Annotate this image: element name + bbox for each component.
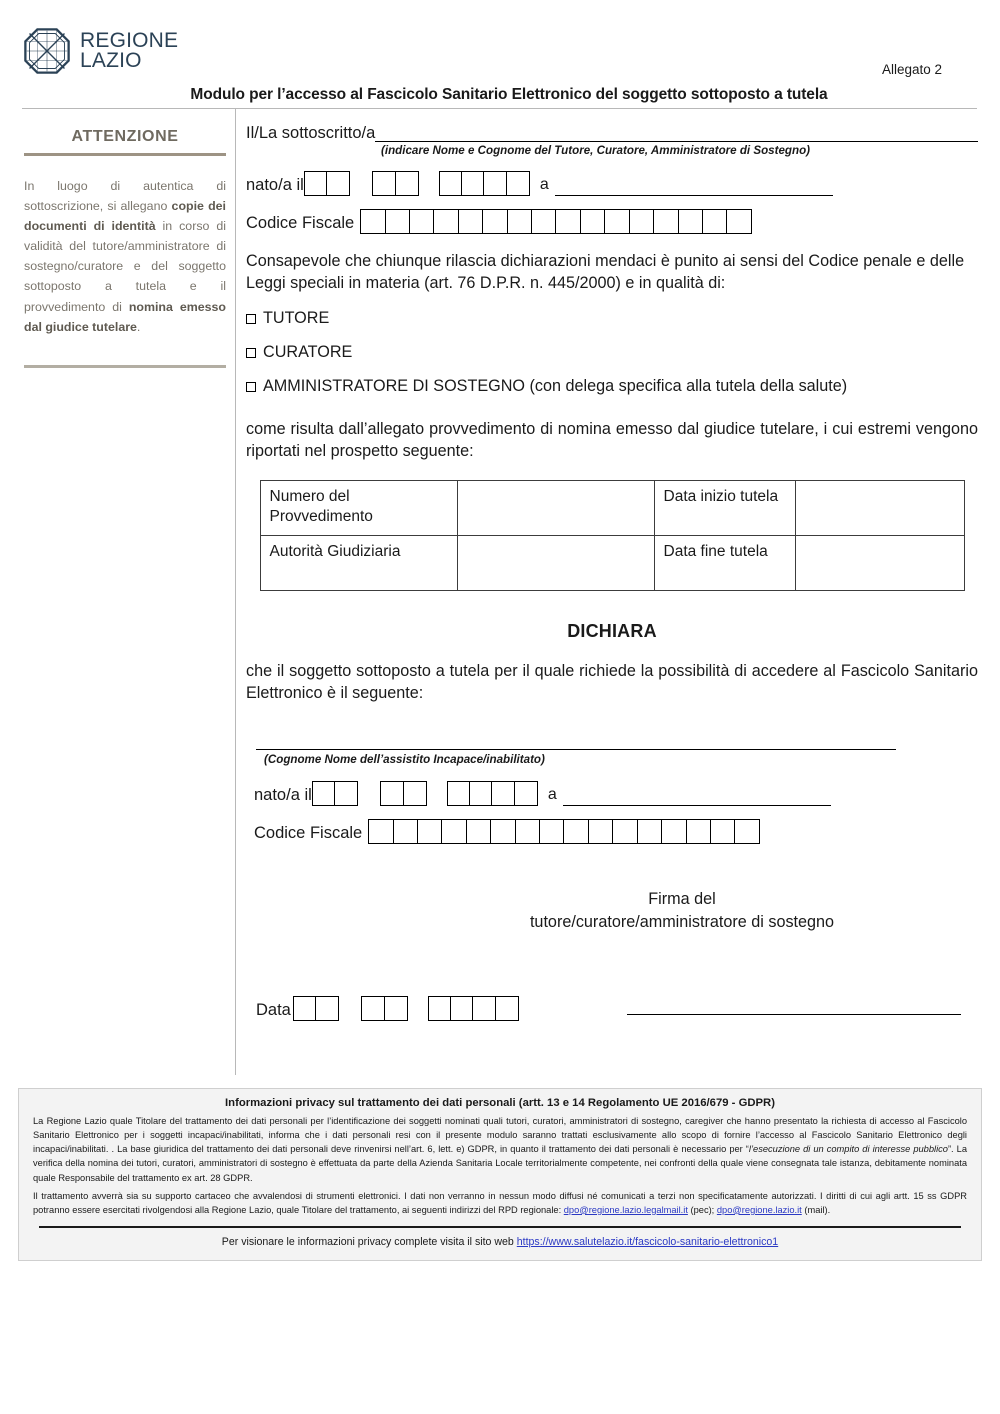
char-box[interactable] xyxy=(495,996,519,1021)
signature-caption xyxy=(246,888,978,933)
assisted-fiscalcode-label: Codice Fiscale xyxy=(254,824,363,843)
char-box[interactable] xyxy=(361,996,385,1021)
signature-date-day-boxes[interactable] xyxy=(293,996,339,1021)
char-box[interactable] xyxy=(461,171,485,196)
char-box[interactable] xyxy=(417,819,443,844)
declarant-fiscalcode-row xyxy=(246,209,978,234)
char-box[interactable] xyxy=(372,171,396,196)
char-box[interactable] xyxy=(409,209,435,234)
declarant-birth-year-boxes[interactable] xyxy=(439,171,530,196)
declarant-birth-row xyxy=(246,171,978,196)
checkbox-curatore[interactable] xyxy=(246,348,256,358)
char-box[interactable] xyxy=(380,781,404,806)
cell-data-fine-label: Data fine tutela xyxy=(654,536,795,591)
declarant-fiscalcode-boxes[interactable] xyxy=(360,209,752,234)
signature-input-line[interactable] xyxy=(627,1013,961,1015)
signature-caption-line2: tutore/curatore/amministratore di sostegno xyxy=(529,913,835,931)
logo-line-1: REGIONE xyxy=(80,29,179,53)
privacy-p1-italic: l’esecuzione di un compito di interesse pubblico xyxy=(748,1144,948,1155)
undersigned-row xyxy=(246,124,978,142)
provision-note: come risulta dall’allegato provvedimento di nomina emesso dal giudice tutelare, i cui estremi vengono riportati nel prospetto seguente: xyxy=(246,420,978,461)
regione-lazio-logo xyxy=(24,28,178,74)
char-box[interactable] xyxy=(384,996,408,1021)
option-tutore-label: TUTORE xyxy=(263,309,330,328)
char-box[interactable] xyxy=(469,781,493,806)
signature-caption-line1: Firma del xyxy=(648,890,716,909)
assisted-born-label: nato/a il xyxy=(254,786,312,805)
provision-table xyxy=(260,480,965,591)
date-signature-row xyxy=(246,996,978,1021)
assisted-birth-day-boxes[interactable] xyxy=(312,781,358,806)
attention-title: ATTENZIONE xyxy=(71,128,179,145)
declaration-text: che il soggetto sottoposto a tutela per il quale richiede la possibilità di accedere al Fascicolo Sanitario Elettronico è il seguente: xyxy=(246,662,978,703)
form-main-column xyxy=(246,124,978,1021)
char-box[interactable] xyxy=(734,819,760,844)
assisted-fiscalcode-boxes[interactable] xyxy=(368,819,760,844)
option-curatore-label: CURATORE xyxy=(263,343,353,362)
char-box[interactable] xyxy=(491,781,515,806)
undersigned-input[interactable] xyxy=(375,124,978,142)
signature-date-year-boxes[interactable] xyxy=(428,996,519,1021)
signature-date-month-boxes[interactable] xyxy=(361,996,407,1021)
privacy-notice xyxy=(18,1088,982,1261)
privacy-paragraph-2 xyxy=(33,1189,967,1217)
char-box[interactable] xyxy=(490,819,516,844)
char-box[interactable] xyxy=(326,171,350,196)
page-title: Modulo per l’accesso al Fascicolo Sanitario Elettronico del soggetto sottoposto a tutela xyxy=(190,86,828,103)
cell-data-fine-value[interactable] xyxy=(795,536,964,591)
char-box[interactable] xyxy=(686,819,712,844)
declarant-birth-day-boxes[interactable] xyxy=(304,171,350,196)
option-tutore[interactable] xyxy=(246,309,978,328)
assisted-birthplace-label: a xyxy=(547,786,557,804)
char-box[interactable] xyxy=(514,781,538,806)
char-box[interactable] xyxy=(637,819,663,844)
privacy-paragraph-1 xyxy=(33,1114,967,1185)
privacy-website-link[interactable]: https://www.salutelazio.it/fascicolo-sanitario-elettronico1 xyxy=(516,1235,779,1248)
char-box[interactable] xyxy=(507,209,533,234)
char-box[interactable] xyxy=(441,819,467,844)
char-box[interactable] xyxy=(360,209,386,234)
char-box[interactable] xyxy=(433,209,459,234)
attention-divider-top xyxy=(24,153,226,156)
checkbox-tutore[interactable] xyxy=(246,314,256,324)
char-box[interactable] xyxy=(580,209,606,234)
cell-autorita-giudiziaria-value[interactable] xyxy=(457,536,654,591)
char-box[interactable] xyxy=(515,819,541,844)
char-box[interactable] xyxy=(393,819,419,844)
char-box[interactable] xyxy=(726,209,752,234)
awareness-text: Consapevole che chiunque rilascia dichiarazioni mendaci è punito ai sensi del Codice penale e delle Leggi speciali in materia (art. 76 D.P.R. n. 445/2000) e in qualità di: xyxy=(246,252,965,293)
char-box[interactable] xyxy=(312,781,336,806)
char-box[interactable] xyxy=(661,819,687,844)
privacy-pec-suffix: (pec); xyxy=(687,1204,717,1215)
char-box[interactable] xyxy=(702,209,728,234)
date-label: Data xyxy=(256,1000,291,1019)
regione-lazio-octagon-logo xyxy=(24,28,70,74)
char-box[interactable] xyxy=(531,209,557,234)
char-box[interactable] xyxy=(678,209,704,234)
attention-sidebar xyxy=(24,128,226,368)
char-box[interactable] xyxy=(304,171,328,196)
header-divider xyxy=(22,108,977,109)
privacy-separator xyxy=(39,1226,961,1228)
char-box[interactable] xyxy=(483,171,507,196)
cell-data-inizio-label: Data inizio tutela xyxy=(654,481,795,536)
char-box[interactable] xyxy=(293,996,317,1021)
cell-autorita-giudiziaria-label: Autorità Giudiziaria xyxy=(260,536,457,591)
attachment-label: Allegato 2 xyxy=(881,62,942,77)
attention-divider-bottom xyxy=(24,365,226,368)
table-row xyxy=(260,536,964,591)
declarant-fiscalcode-label: Codice Fiscale xyxy=(246,214,355,232)
char-box[interactable] xyxy=(612,819,638,844)
privacy-p1-pre: La Regione Lazio quale Titolare del trattamento dei dati personali per l’identificazione dei soggetti nominati quali tutori, curatori, amministratori di sostegno, caregiver che hanno presentato la richiesta di accesso al Fascicolo Sanitario Elettronico per i soggetti incapaci/inabilitati, informa che i dati personali resi con il presente modulo saranno trattati esclusivamente allo scopo di fornire l’accesso al Fascicolo Sanitario Elettronico degli incapaci/inabilitati. . La base giuridica del trattamento dei dati personali deve rinvenirsi nell’art. 6, lett. e) GDPR, in quanto il trattamento dei dati personali è necessario per “ xyxy=(33,1116,967,1155)
privacy-mail-suffix: (mail). xyxy=(801,1204,831,1215)
char-box[interactable] xyxy=(604,209,630,234)
char-box[interactable] xyxy=(466,819,492,844)
declarant-birth-month-boxes[interactable] xyxy=(372,171,418,196)
cell-data-inizio-value[interactable] xyxy=(795,481,964,536)
logo-line-2: LAZIO xyxy=(80,49,142,72)
logo-wordmark xyxy=(80,31,178,71)
char-box[interactable] xyxy=(506,171,530,196)
char-box[interactable] xyxy=(447,781,471,806)
declaration-heading: DICHIARA xyxy=(567,621,657,642)
char-box[interactable] xyxy=(385,209,411,234)
column-divider xyxy=(235,109,236,1075)
char-box[interactable] xyxy=(315,996,339,1021)
attention-body: In luogo di autentica di sottoscrizione, si allegano copie dei documenti di identità in corso di validità del tutore/amministratore di sostegno/curatore e del soggetto sottoposto a tutela e il provvedimento di nomina emesso dal giudice tutelare. xyxy=(24,179,226,334)
char-box[interactable] xyxy=(403,781,427,806)
option-amministratore-sostegno[interactable] xyxy=(246,377,978,396)
privacy-title: Informazioni privacy sul trattamento dei dati personali (artt. 13 e 14 Regolamento UE 2016/679 - GDPR) xyxy=(225,1097,775,1109)
privacy-email-mail-link[interactable]: dpo@regione.lazio.it xyxy=(716,1204,802,1215)
declarant-birthplace-input[interactable] xyxy=(555,178,833,196)
undersigned-hint: (indicare Nome e Cognome del Tutore, Curatore, Amministratore di Sostegno) xyxy=(381,144,811,158)
assisted-birthplace-input[interactable] xyxy=(563,788,831,806)
char-box[interactable] xyxy=(710,819,736,844)
assisted-birth-row xyxy=(246,781,978,806)
declarant-born-label: nato/a il xyxy=(246,176,304,194)
assisted-fiscalcode-row xyxy=(246,819,978,844)
privacy-p2-pre: Il trattamento avverrà sia su supporto cartaceo che avvalendosi di strumenti elettronici. I dati non verranno in nessun modo diffusi né comunicati a terzi non specificatamente autorizzati. I diritti di cui agli artt. 15 ss GDPR potranno essere esercitati rivolgendosi alla Regione Lazio, quale Titolare del trattamento, ai seguenti indirizzi del RPD regionale: xyxy=(33,1190,967,1215)
cell-numero-provvedimento-label: Numero del Provvedimento xyxy=(260,481,457,536)
declarant-birthplace-label: a xyxy=(539,176,549,194)
assisted-name-hint: (Cognome Nome dell’assistito Incapace/inabilitato) xyxy=(264,753,545,767)
char-box[interactable] xyxy=(472,996,496,1021)
checkbox-amministratore-sostegno[interactable] xyxy=(246,382,256,392)
char-box[interactable] xyxy=(428,996,452,1021)
table-row xyxy=(260,481,964,536)
privacy-p1-post: ”. La verifica della nomina dei tutori, curatori, amministratori di sostegno è effettuata da parte della Azienda Sanitaria Locale territorialmente competente, nei confronti della quale viene consegnata tale istanza, debitamente nominata quale Responsabile del trattamento ex art. 28 GDPR. xyxy=(33,1144,968,1183)
char-box[interactable] xyxy=(653,209,679,234)
cell-numero-provvedimento-value[interactable] xyxy=(457,481,654,536)
char-box[interactable] xyxy=(395,171,419,196)
char-box[interactable] xyxy=(588,819,614,844)
privacy-email-pec-link[interactable]: dpo@regione.lazio.legalmail.it xyxy=(563,1204,688,1215)
char-box[interactable] xyxy=(555,209,581,234)
option-amministratore-sostegno-label: AMMINISTRATORE DI SOSTEGNO (con delega specifica alla tutela della salute) xyxy=(263,377,848,396)
privacy-footer xyxy=(33,1236,967,1248)
char-box[interactable] xyxy=(539,819,565,844)
char-box[interactable] xyxy=(629,209,655,234)
option-curatore[interactable] xyxy=(246,343,978,362)
char-box[interactable] xyxy=(482,209,508,234)
char-box[interactable] xyxy=(334,781,358,806)
char-box[interactable] xyxy=(450,996,474,1021)
char-box[interactable] xyxy=(439,171,463,196)
char-box[interactable] xyxy=(458,209,484,234)
char-box[interactable] xyxy=(368,819,394,844)
assisted-name-input[interactable] xyxy=(256,748,896,750)
char-box[interactable] xyxy=(563,819,589,844)
assisted-birth-month-boxes[interactable] xyxy=(380,781,426,806)
privacy-footer-text: Per visionare le informazioni privacy complete visita il sito web xyxy=(221,1235,517,1248)
undersigned-label: Il/La sottoscritto/a xyxy=(246,124,376,142)
assisted-birth-year-boxes[interactable] xyxy=(447,781,538,806)
